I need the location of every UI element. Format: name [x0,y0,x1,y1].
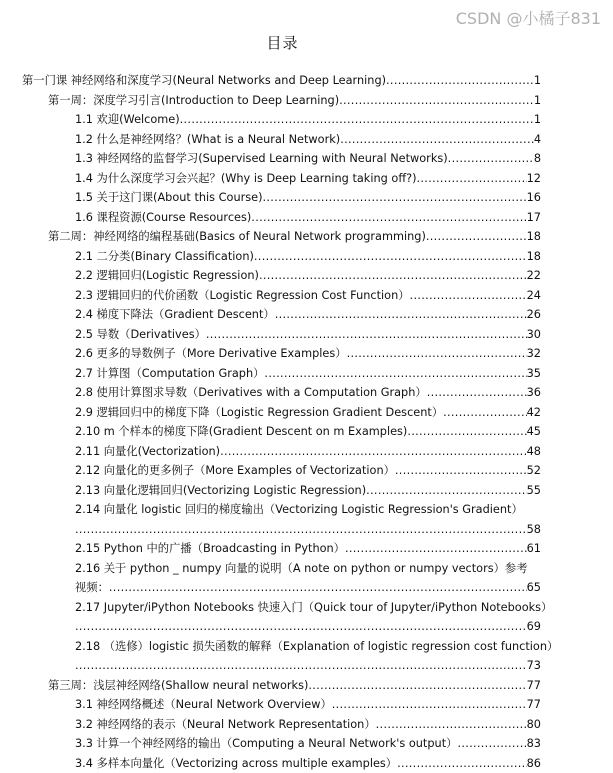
dot-leader [332,695,527,715]
toc-entry-text: 第三周：浅层神经网络(Shallow neural networks) [48,676,308,696]
toc-entry[interactable] [0,364,541,384]
dot-leader [75,617,527,637]
dot-leader [75,656,527,676]
toc-entry-text: 1.3 神经网络的监督学习(Supervised Learning with Neural Networks) [75,149,448,169]
toc-entry-continuation[interactable] [0,578,541,598]
toc-entry-text: 2.10 m 个样本的梯度下降(Gradient Descent on m Examples) [75,422,407,442]
dot-leader [263,188,527,208]
toc-entry-text: 2.16 关于 python _ numpy 向量的说明（A note on python or numpy vectors）参考 [75,559,528,579]
toc-entry[interactable] [0,344,541,364]
dot-leader [308,676,526,696]
toc-entry-text: 2.17 Jupyter/iPython Notebooks 快速入门（Quick tour of Jupyter/iPython Notebooks） [75,598,552,618]
toc-entry[interactable] [0,715,541,735]
toc-page-number: 86 [527,754,541,773]
toc-entry-continuation[interactable] [0,656,541,676]
dot-leader [251,208,526,228]
toc-entry[interactable] [0,539,541,559]
toc-entry[interactable] [0,734,541,754]
toc-entry[interactable] [0,676,541,696]
toc-entry-text: 2.5 导数（Derivatives） [75,325,206,345]
toc-page-number: 55 [527,481,541,501]
toc-page-number: 61 [527,539,541,559]
toc-entry[interactable] [0,461,541,481]
toc-entry-text: 1.5 关于这门课(About this Course) [75,188,263,208]
toc-page-number: 1 [534,71,541,91]
toc-entry[interactable] [0,305,541,325]
dot-leader [397,754,527,773]
toc-entry-text: 3.1 神经网络概述（Neural Network Overview） [75,695,332,715]
toc-entry-text-continued: 视频： [75,578,109,598]
dot-leader [75,520,527,540]
toc-entry[interactable] [0,149,541,169]
toc-page-number: 16 [527,188,541,208]
toc-entry[interactable] [0,754,541,773]
toc-entry-text: 2.7 计算图（Computation Graph） [75,364,264,384]
toc-page-number: 12 [527,169,541,189]
dot-leader [417,169,527,189]
toc-page-number: 8 [534,149,541,169]
toc-page-number: 1 [534,110,541,130]
toc-entry[interactable] [0,637,541,657]
toc-entry-text: 2.11 向量化(Vectorization) [75,442,220,462]
dot-leader [443,403,527,423]
dot-leader [109,578,527,598]
toc-page-number: 1 [534,91,541,111]
toc-entry[interactable] [0,266,541,286]
dot-leader [264,364,526,384]
toc-entry-text: 2.6 更多的导数例子（More Derivative Examples） [75,344,347,364]
toc-page-number: 42 [527,403,541,423]
toc-entry-text: 2.12 向量化的更多例子（More Examples of Vectorization） [75,461,395,481]
dot-leader [206,325,527,345]
toc-page-number: 80 [527,715,541,735]
toc-entry[interactable] [0,695,541,715]
toc-entry[interactable] [0,500,541,520]
toc-entry[interactable] [0,188,541,208]
toc-entry-text: 2.15 Python 中的广播（Broadcasting in Python） [75,539,345,559]
dot-leader [366,481,526,501]
dot-leader [275,305,527,325]
toc-page-number: 22 [527,266,541,286]
dot-leader [448,149,534,169]
toc-entry[interactable] [0,383,541,403]
dot-leader [340,130,534,150]
toc-entry[interactable] [0,286,541,306]
toc-page-number: 77 [527,695,541,715]
toc-page-number: 36 [527,383,541,403]
dot-leader [427,383,527,403]
toc-page-number: 18 [527,247,541,267]
toc-entry-text: 第一周：深度学习引言(Introduction to Deep Learning) [48,91,339,111]
toc-entry-text: 1.2 什么是神经网络？(What is a Neural Network) [75,130,340,150]
toc-entry[interactable] [0,208,541,228]
toc-page-number: 73 [527,656,541,676]
toc-page-number: 48 [527,442,541,462]
toc-entry-text: 2.2 逻辑回归(Logistic Regression) [75,266,259,286]
toc-entry[interactable] [0,91,541,111]
toc-page-number: 4 [534,130,541,150]
toc-page-number: 32 [527,344,541,364]
dot-leader [410,286,527,306]
toc-page-number: 18 [527,227,541,247]
dot-leader [395,461,527,481]
toc-page-number: 58 [527,520,541,540]
toc-page-number: 69 [527,617,541,637]
toc-entry-text: 3.4 多样本向量化（Vectorizing across multiple examples） [75,754,397,773]
toc-entry[interactable] [0,247,541,267]
toc-entry[interactable] [0,227,541,247]
toc-entry[interactable] [0,559,541,579]
dot-leader [347,344,527,364]
toc-page-number: 35 [527,364,541,384]
dot-leader [345,539,527,559]
toc-entry[interactable] [0,71,541,91]
toc-entry[interactable] [0,325,541,345]
toc-page-number: 45 [527,422,541,442]
toc-entry-text: 2.18 （选修）logistic 损失函数的解释（Explanation of logistic regression cost function） [75,637,558,657]
toc-entry[interactable] [0,110,541,130]
toc-entry-text: 2.14 向量化 logistic 回归的梯度输出（Vectorizing Logistic Regression's Gradient） [75,500,523,520]
dot-leader [180,110,534,130]
dot-leader [254,247,527,267]
toc-page-number: 24 [527,286,541,306]
toc-entry[interactable] [0,130,541,150]
toc-page-number: 30 [527,325,541,345]
toc-entry[interactable] [0,598,541,618]
dot-leader [426,227,527,247]
dot-leader [220,442,527,462]
toc-page-number: 17 [527,208,541,228]
toc-entry-text: 第一门课 神经网络和深度学习(Neural Networks and Deep Learning) [22,71,386,91]
toc-entry-continuation[interactable] [0,617,541,637]
toc-entry-text: 1.1 欢迎(Welcome) [75,110,180,130]
toc-entry[interactable] [0,422,541,442]
dot-leader [457,734,526,754]
toc-page-number: 52 [527,461,541,481]
toc-entry-text: 2.3 逻辑回归的代价函数（Logistic Regression Cost Function） [75,286,410,306]
toc-entry[interactable] [0,403,541,423]
toc-page-number: 83 [527,734,541,754]
toc-page-number: 77 [527,676,541,696]
dot-leader [386,71,534,91]
toc-page-number: 65 [527,578,541,598]
toc-entry-text: 2.4 梯度下降法（Gradient Descent） [75,305,275,325]
dot-leader [259,266,527,286]
watermark: CSDN @小橘子831 [456,6,601,29]
toc-entry-continuation[interactable] [0,520,541,540]
toc-entry-text: 第二周：神经网络的编程基础(Basics of Neural Network programming) [48,227,426,247]
toc-entry-text: 2.13 向量化逻辑回归(Vectorizing Logistic Regression) [75,481,366,501]
toc-entry-text: 2.8 使用计算图求导数（Derivatives with a Computation Graph） [75,383,427,403]
dot-leader [376,715,527,735]
dot-leader [407,422,526,442]
dot-leader [339,91,534,111]
toc-entry[interactable] [0,481,541,501]
toc-entry-text: 3.2 神经网络的表示（Neural Network Representation） [75,715,376,735]
toc-entry[interactable] [0,169,541,189]
toc-entry-text: 3.3 计算一个神经网络的输出（Computing a Neural Network's output） [75,734,457,754]
toc-entry-text: 1.6 课程资源(Course Resources) [75,208,251,228]
toc-entry-text: 2.1 二分类(Binary Classification) [75,247,254,267]
toc-entry[interactable] [0,442,541,462]
toc-entry-text: 1.4 为什么深度学习会兴起？(Why is Deep Learning taking off?) [75,169,417,189]
toc-entry-text: 2.9 逻辑回归中的梯度下降（Logistic Regression Gradient Descent） [75,403,443,423]
toc-page-number: 26 [527,305,541,325]
table-of-contents [0,71,613,773]
toc-title: 目录 [0,32,565,53]
